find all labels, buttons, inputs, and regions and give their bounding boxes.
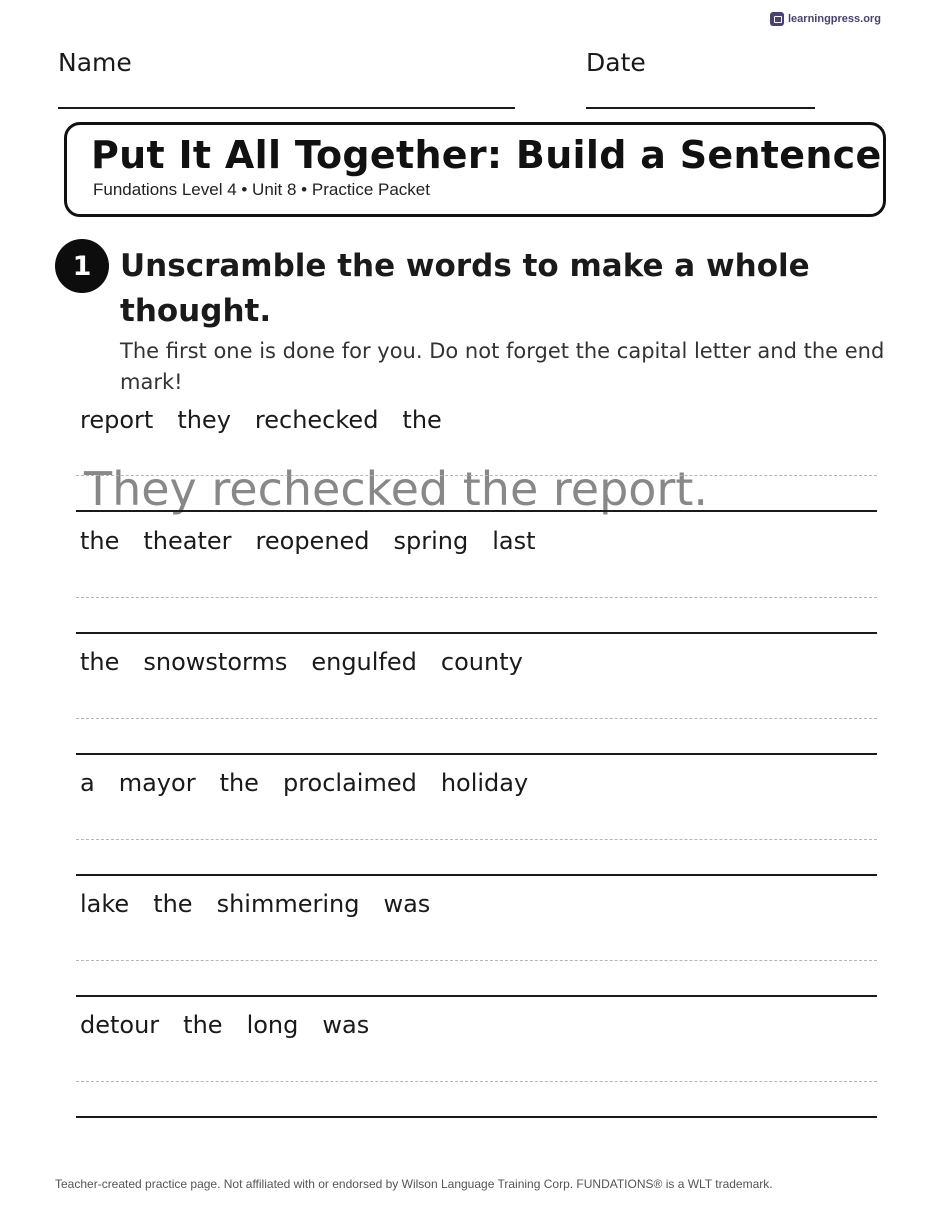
scrambled-words <box>80 648 523 676</box>
scrambled-words <box>80 406 442 434</box>
brand-logo-text: learningpress.org <box>788 13 881 25</box>
scrambled-word: a <box>80 769 95 797</box>
example-answer: They rechecked the report. <box>84 462 708 516</box>
scrambled-words <box>80 1011 369 1039</box>
brand-logo <box>770 12 881 26</box>
scrambled-word: lake <box>80 890 130 918</box>
scrambled-word: reopened <box>255 527 370 555</box>
page-subtitle: Fundations Level 4 • Unit 8 • Practice Packet <box>93 180 430 199</box>
scrambled-word: rechecked <box>254 406 379 434</box>
writing-guide-line <box>76 475 877 476</box>
writing-guide-line <box>76 718 877 719</box>
scrambled-words <box>80 527 536 555</box>
scrambled-word: was <box>383 890 431 918</box>
writing-line[interactable] <box>76 632 877 634</box>
writing-guide-line <box>76 839 877 840</box>
date-line[interactable] <box>586 107 815 109</box>
scrambled-word: long <box>246 1011 299 1039</box>
page-title: Put It All Together: Build a Sentence <box>91 133 882 177</box>
scrambled-word: theater <box>143 527 232 555</box>
writing-guide-line <box>76 597 877 598</box>
writing-guide-line <box>76 1081 877 1082</box>
scrambled-word: snowstorms <box>143 648 288 676</box>
scrambled-word: report <box>80 406 154 434</box>
scrambled-word: mayor <box>118 769 196 797</box>
writing-guide-line <box>76 960 877 961</box>
scrambled-word: last <box>492 527 536 555</box>
exercise-note: The first one is done for you. Do not forget the capital letter and the end mark! <box>120 339 885 394</box>
writing-line[interactable] <box>76 995 877 997</box>
scrambled-word: engulfed <box>311 648 417 676</box>
scrambled-word: was <box>322 1011 370 1039</box>
name-line[interactable] <box>58 107 515 109</box>
date-label: Date <box>586 48 646 77</box>
scrambled-word: proclaimed <box>282 769 417 797</box>
title-box <box>64 122 886 217</box>
scrambled-word: the <box>153 890 193 918</box>
writing-line[interactable] <box>76 1116 877 1118</box>
step-number-badge: 1 <box>55 239 109 293</box>
scrambled-words <box>80 769 528 797</box>
scrambled-word: the <box>80 527 120 555</box>
scrambled-word: detour <box>80 1011 160 1039</box>
scrambled-word: spring <box>393 527 469 555</box>
scrambled-word: shimmering <box>216 890 360 918</box>
writing-line[interactable] <box>76 874 877 876</box>
scrambled-word: holiday <box>440 769 529 797</box>
scrambled-words <box>80 890 430 918</box>
writing-line[interactable] <box>76 753 877 755</box>
scrambled-word: they <box>177 406 231 434</box>
exercise-instruction: Unscramble the words to make a whole thought. <box>120 248 810 329</box>
footer-disclaimer: Teacher-created practice page. Not affiliated with or endorsed by Wilson Language Training Corp. FUNDATIONS® is a WLT trademark. <box>55 1177 773 1191</box>
writing-line[interactable] <box>76 510 877 512</box>
scrambled-word: the <box>183 1011 223 1039</box>
scrambled-word: county <box>440 648 523 676</box>
scrambled-word: the <box>80 648 120 676</box>
name-label: Name <box>58 48 132 77</box>
scrambled-word: the <box>402 406 442 434</box>
book-icon <box>770 12 784 26</box>
scrambled-word: the <box>219 769 259 797</box>
